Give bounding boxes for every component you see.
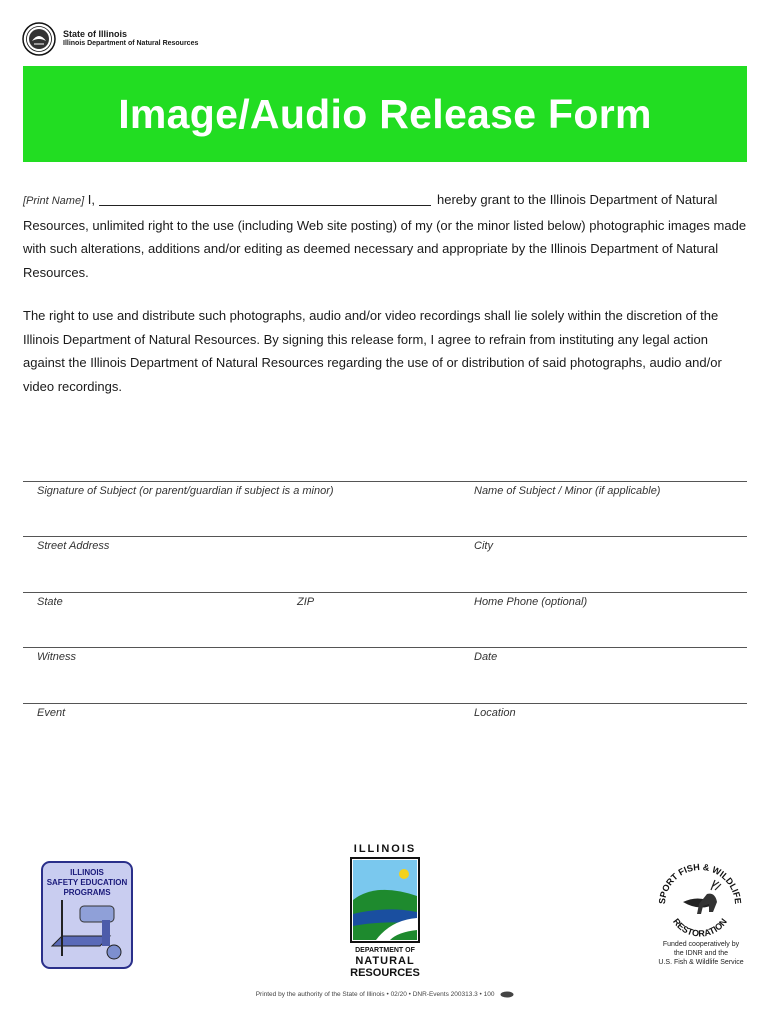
signature-row <box>23 481 747 538</box>
pronoun-i: I, <box>87 192 95 207</box>
signature-field[interactable]: Signature of Subject (or parent/guardian if subject is a minor) <box>37 485 334 497</box>
safety-logo-line-1: ILLINOIS <box>70 868 104 877</box>
state-zip-row <box>23 592 747 649</box>
safety-logo-line-3: PROGRAMS <box>63 888 111 897</box>
grant-text-start: hereby grant to the Illinois Department <box>437 192 658 207</box>
zip-field[interactable]: ZIP <box>297 596 315 608</box>
recycled-icon <box>500 991 514 998</box>
address-row <box>23 536 747 593</box>
print-name-field[interactable] <box>99 193 431 206</box>
witness-row <box>23 647 747 704</box>
print-authority-footer <box>0 991 770 998</box>
event-field[interactable]: Event <box>37 707 66 719</box>
sport-fish-arc-top: SPORT FISH & WILDLIFE <box>656 861 744 905</box>
city-field[interactable]: City <box>474 540 493 552</box>
department-name: Illinois Department of Natural Resources <box>63 40 199 47</box>
grant-paragraph <box>23 188 753 284</box>
funding-caption-line-2: the IDNR and the <box>673 950 729 957</box>
home-phone-field[interactable]: Home Phone (optional) <box>474 596 588 608</box>
event-row <box>23 703 747 760</box>
street-address-field[interactable]: Street Address <box>37 540 110 552</box>
idnr-logo-line-1: DEPARTMENT OF <box>355 947 415 954</box>
idnr-logo-line-2: NATURAL <box>355 955 415 967</box>
page-title: Image/Audio Release Form <box>118 90 652 137</box>
svg-text:SPORT FISH & WILDLIFE <box>657 862 743 905</box>
state-name: State of Illinois <box>63 29 128 39</box>
funding-caption <box>654 940 748 967</box>
location-field[interactable]: Location <box>474 707 516 719</box>
state-field[interactable]: State <box>37 596 63 608</box>
safety-education-logo <box>40 860 134 970</box>
svg-text:RESTORATION <box>671 917 729 939</box>
funding-caption-line-1: Funded cooperatively by <box>662 941 740 948</box>
grant-text-rest: of Natural Resources, unlimited right to the use (including Web site posting) of my (or the minor listed below) photographic images made with such alterations, additions and/or editing as deemed necessary and appropriate by the Illinois Department of Natural Resources. <box>23 192 747 280</box>
title-banner <box>23 66 747 162</box>
state-seal-icon <box>22 22 56 56</box>
sport-fish-arc-bottom: RESTORATION <box>671 916 729 939</box>
date-field[interactable]: Date <box>474 651 498 663</box>
witness-field[interactable]: Witness <box>37 651 77 663</box>
subject-name-field[interactable]: Name of Subject / Minor (if applicable) <box>474 485 661 497</box>
distribution-paragraph: The right to use and distribute such photographs, audio and/or video recordings shall lie solely within the discretion of the Illinois Department of Natural Resources. By signing this release form, I agree to refrain from instituting any legal action against the Illinois Department of Natural Resources regarding the use of or distribution of said photographs, audio and/or video recordings. <box>23 308 722 394</box>
idnr-logo <box>346 840 424 980</box>
footer-text: Printed by the authority of the State of Illinois • 02/20 • DNR-Events 200313.3 • 100 <box>255 991 495 999</box>
idnr-logo-top: ILLINOIS <box>353 843 417 855</box>
print-name-label: [Print Name] <box>23 195 85 207</box>
safety-logo-line-2: SAFETY EDUCATION <box>46 878 128 887</box>
idnr-logo-line-3: RESOURCES <box>350 967 420 979</box>
funding-caption-line-3: U.S. Fish & Wildlife Service <box>658 959 744 966</box>
